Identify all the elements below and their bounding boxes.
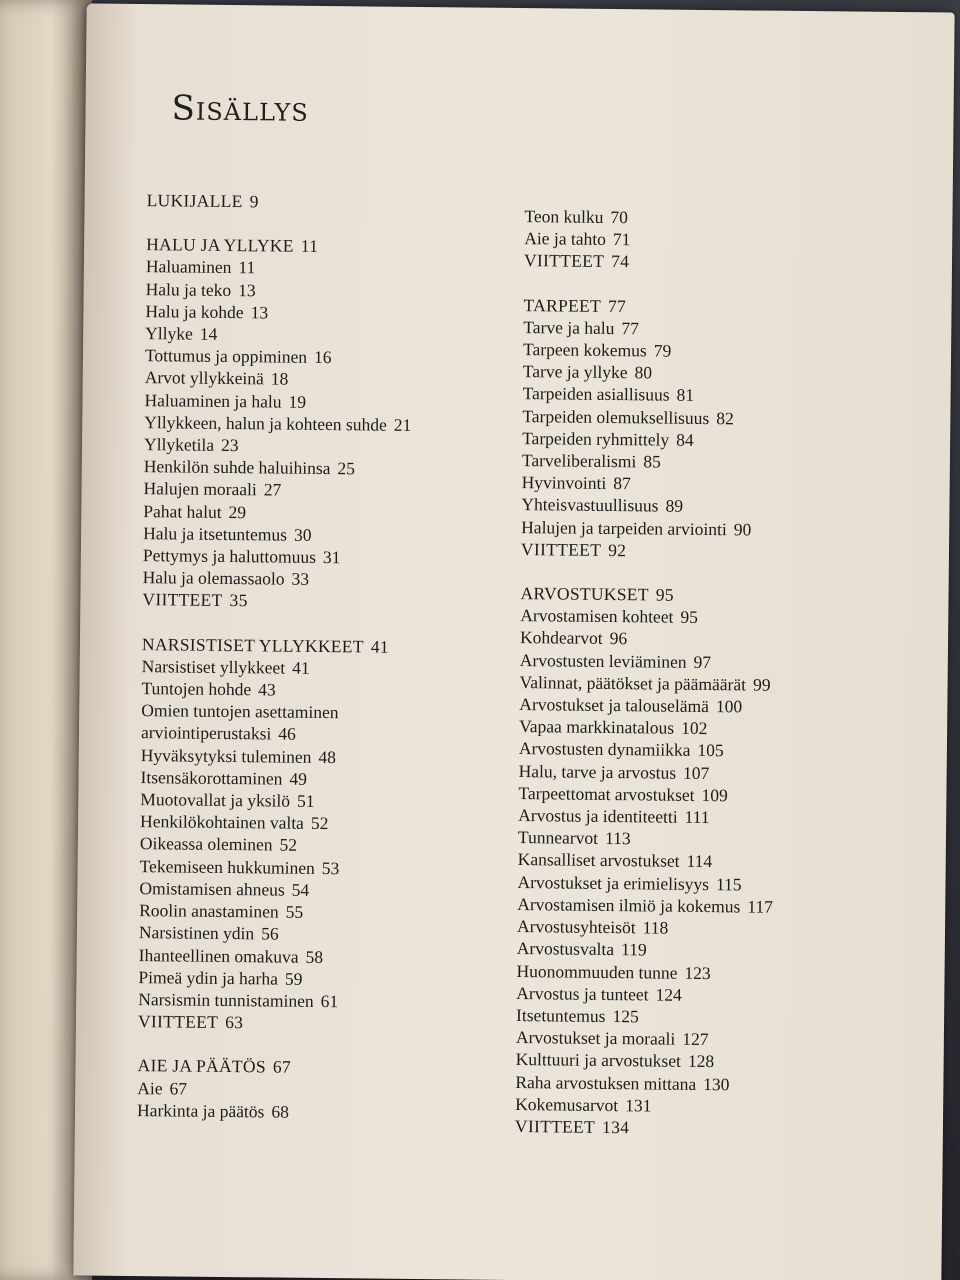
toc-page-number: 11 bbox=[300, 235, 319, 257]
toc-page-number: 107 bbox=[683, 762, 710, 783]
toc-section-heading bbox=[521, 538, 901, 564]
toc-entry-title: Halujen moraali bbox=[143, 478, 257, 500]
toc-entry-title: Itsensäkorottaminen bbox=[140, 766, 283, 789]
toc-entry-title: Kulttuuri ja arvostukset bbox=[515, 1049, 682, 1072]
toc-page-number: 81 bbox=[676, 385, 695, 406]
toc-entry-title: Yllyketila bbox=[143, 434, 215, 455]
toc-entry-title: Tottumus ja oppiminen bbox=[144, 345, 308, 368]
toc-entry-title: Arvostusyhteisöt bbox=[516, 916, 636, 938]
toc-page-number: 117 bbox=[747, 896, 774, 917]
toc-entry-title: Huonommuuden tunne bbox=[516, 960, 678, 983]
toc-entry-title: Harkinta ja päätös bbox=[136, 1099, 265, 1122]
toc-page-number: 51 bbox=[296, 790, 315, 811]
toc-entry-title: arviointiperustaksi bbox=[140, 722, 272, 744]
toc-page-number: 43 bbox=[258, 679, 276, 700]
page-title: Sisällys bbox=[171, 88, 309, 130]
toc-entry-title: Halujen ja tarpeiden arviointi bbox=[521, 516, 727, 539]
toc-entry-title: Tekemiseen hukkuminen bbox=[139, 855, 315, 878]
toc-page-number: 79 bbox=[653, 340, 672, 361]
toc-page-number: 48 bbox=[318, 746, 337, 767]
toc-page-number: 115 bbox=[715, 873, 742, 895]
toc-page-number: 118 bbox=[642, 917, 669, 938]
toc-entry-title: Pimeä ydin ja harha bbox=[138, 966, 279, 989]
toc-entry bbox=[143, 478, 503, 504]
toc-entry-title: Arvostusvalta bbox=[516, 938, 615, 960]
toc-page-number: 29 bbox=[228, 501, 247, 522]
toc-entry-title: Raha arvostuksen mittana bbox=[515, 1071, 697, 1094]
toc-entry-title: Tarpeen kokemus bbox=[522, 339, 647, 361]
toc-page-number: 41 bbox=[370, 636, 390, 657]
toc-page-number: 23 bbox=[220, 434, 239, 456]
toc-entry-title: Arvostusten dynamiikka bbox=[518, 738, 691, 761]
toc-page-number: 100 bbox=[715, 696, 743, 717]
toc-page-number: 67 bbox=[272, 1056, 292, 1078]
toc-section-heading bbox=[142, 589, 502, 615]
toc-entry-title: Yhteisvastuullisuus bbox=[521, 494, 659, 516]
toc-entry-title: Narsistinen ydin bbox=[138, 922, 255, 944]
toc-page-number: 90 bbox=[733, 518, 752, 540]
toc-page-number: 87 bbox=[613, 473, 631, 494]
toc-page-number: 13 bbox=[250, 302, 269, 323]
toc-entry-title: Arvostusten leviäminen bbox=[519, 649, 687, 672]
toc-entry-title: Narsistiset yllykkeet bbox=[141, 655, 286, 678]
toc-entry bbox=[137, 1099, 497, 1125]
toc-entry-title: Halu ja teko bbox=[145, 278, 232, 300]
toc-entry-title: Tarpeiden ryhmittely bbox=[522, 427, 670, 450]
toc-page-number: 96 bbox=[609, 628, 628, 649]
toc-entry-title: Tarpeiden olemuksellisuus bbox=[522, 405, 710, 428]
toc-entry-title: Halu ja itsetuntemus bbox=[143, 522, 288, 545]
toc-page-number: 70 bbox=[610, 206, 629, 228]
toc-entry-title: Narsismin tunnistaminen bbox=[138, 988, 314, 1011]
toc-page-number: 61 bbox=[320, 990, 339, 1012]
toc-section-heading bbox=[137, 1054, 497, 1080]
toc-page-number: 114 bbox=[686, 851, 713, 872]
toc-page-number: 56 bbox=[261, 923, 279, 944]
toc-page-number: 30 bbox=[293, 524, 312, 545]
toc-entry-title: Yllykkeen, halun ja kohteen suhde bbox=[144, 411, 387, 435]
toc-entry-title: Pettymys ja haluttomuus bbox=[142, 545, 317, 567]
toc-entry-title: VIITTEET bbox=[142, 589, 223, 611]
toc-page-number: 119 bbox=[620, 939, 647, 960]
toc-entry-title: Yllyke bbox=[145, 323, 193, 344]
toc-page-number: 95 bbox=[680, 606, 698, 628]
toc-entry-title: Tarpeiden asiallisuus bbox=[522, 383, 670, 406]
toc-page-number: 95 bbox=[655, 584, 675, 605]
toc-entry-title: Arvostamisen ilmiö ja kokemus bbox=[517, 893, 741, 917]
toc-page-number: 19 bbox=[288, 391, 307, 412]
toc-page-number: 18 bbox=[270, 368, 289, 390]
toc-page-number: 68 bbox=[271, 1101, 290, 1122]
toc-entry-title: Omistamisen ahneus bbox=[139, 877, 285, 900]
toc-entry-title: VIITTEET bbox=[137, 1011, 219, 1033]
toc-page-number: 77 bbox=[607, 295, 627, 316]
toc-page-number: 52 bbox=[279, 835, 298, 856]
toc-page-number: 127 bbox=[682, 1028, 709, 1050]
toc-entry-title: AIE JA PÄÄTÖS bbox=[137, 1055, 267, 1077]
toc-page-number: 52 bbox=[310, 813, 329, 834]
toc-page-number: 16 bbox=[313, 347, 332, 368]
toc-page-number: 49 bbox=[289, 768, 308, 789]
toc-page-number: 92 bbox=[608, 539, 627, 561]
toc-entry-title: Tunnearvot bbox=[517, 827, 599, 849]
toc-page-number: 124 bbox=[655, 984, 682, 1005]
toc-entry-title: Henkilön suhde haluihinsa bbox=[143, 456, 331, 479]
toc-entry-title: Tarve ja halu bbox=[523, 316, 615, 338]
toc-page-number: 21 bbox=[393, 414, 412, 435]
toc-entry-title: Aie bbox=[137, 1077, 163, 1098]
toc-entry-title: Henkilökohtainen valta bbox=[140, 811, 304, 834]
toc-section-heading bbox=[515, 1115, 895, 1141]
toc-page-number: 85 bbox=[643, 451, 661, 472]
toc-entry-title: Halu ja kohde bbox=[145, 300, 244, 322]
toc-entry-title: Arvostamisen kohteet bbox=[520, 605, 674, 627]
toc-page-number: 46 bbox=[278, 724, 296, 745]
toc-entry-title: Kokemusarvot bbox=[515, 1093, 619, 1115]
toc-entry-title: Omien tuntojen asettaminen bbox=[141, 700, 339, 723]
toc-entry-title: Hyväksytyksi tuleminen bbox=[140, 744, 312, 767]
toc-page-number: 9 bbox=[249, 191, 259, 212]
toc-entry-title: Aie ja tahto bbox=[524, 228, 606, 250]
toc-entry bbox=[517, 937, 897, 963]
toc-page-number: 89 bbox=[665, 496, 684, 517]
toc-entry-title: Tarve ja yllyke bbox=[522, 361, 628, 383]
toc-entry-title: Tarpeettomat arvostukset bbox=[518, 782, 695, 805]
toc-entry-title: Halu, tarve ja arvostus bbox=[518, 760, 677, 783]
toc-entry-title: Kohdearvot bbox=[519, 627, 603, 649]
toc-page-number: 111 bbox=[684, 806, 710, 828]
toc-column-left bbox=[137, 189, 507, 1125]
toc-page-number: 113 bbox=[604, 828, 631, 849]
toc-entry-title: Ihanteellinen omakuva bbox=[138, 944, 299, 967]
toc-page-number: 128 bbox=[687, 1051, 715, 1072]
toc-entry-title: Haluaminen ja halu bbox=[144, 389, 282, 412]
toc-section-heading bbox=[138, 1010, 498, 1036]
toc-entry-title: VIITTEET bbox=[523, 250, 605, 272]
toc-entry-title: Hyvinvointi bbox=[521, 472, 607, 494]
toc-page-number: 27 bbox=[263, 479, 282, 500]
toc-entry-title: Vapaa markkinatalous bbox=[519, 716, 675, 738]
toc-page-number: 130 bbox=[703, 1073, 730, 1094]
toc-page-number: 67 bbox=[169, 1077, 188, 1099]
toc-entry bbox=[141, 722, 501, 748]
toc-entry-title: Halu ja olemassaolo bbox=[142, 567, 285, 589]
toc-page-number: 53 bbox=[321, 857, 340, 878]
toc-entry-title: Arvostukset ja moraali bbox=[515, 1027, 676, 1049]
toc-entry-title: Oikeassa oleminen bbox=[139, 833, 273, 855]
toc-entry-title: Arvostukset ja talouselämä bbox=[519, 694, 710, 717]
toc-column-right bbox=[515, 205, 905, 1141]
toc-page-number: 82 bbox=[716, 407, 734, 428]
toc-entry bbox=[516, 1048, 896, 1074]
toc-entry-title: VIITTEET bbox=[514, 1115, 596, 1137]
toc-entry-title: Arvot yllykkeinä bbox=[144, 367, 264, 389]
toc-page-number: 63 bbox=[225, 1012, 244, 1033]
toc-entry-title: Kansalliset arvostukset bbox=[517, 849, 680, 872]
toc-section-heading bbox=[147, 189, 507, 215]
toc-entry-title: Valinnat, päätökset ja päämäärät bbox=[519, 671, 747, 695]
toc-entry-title: Haluaminen bbox=[145, 256, 232, 278]
toc-entry-title: Roolin anastaminen bbox=[139, 900, 279, 922]
toc-page-number: 25 bbox=[337, 458, 356, 479]
toc-page-number: 131 bbox=[625, 1094, 652, 1116]
toc-entry-title: Arvostus ja tunteet bbox=[516, 982, 649, 1005]
toc-page-number: 14 bbox=[199, 323, 218, 344]
toc-page-number: 41 bbox=[292, 657, 310, 678]
toc-entry bbox=[139, 921, 499, 947]
toc-entry-title: ARVOSTUKSET bbox=[520, 583, 649, 605]
toc-entry-title: Arvostukset ja erimielisyys bbox=[517, 871, 710, 894]
toc-page-number: 11 bbox=[238, 257, 256, 278]
toc-entry-title: LUKIJALLE bbox=[146, 190, 243, 212]
toc-entry-title: Tarveliberalismi bbox=[521, 450, 637, 472]
toc-page-number: 80 bbox=[634, 362, 653, 383]
toc-page-number: 31 bbox=[322, 547, 341, 568]
toc-page-number: 33 bbox=[291, 568, 310, 590]
toc-entry-title: NARSISTISET YLLYKKEET bbox=[141, 633, 364, 657]
toc-page-number: 102 bbox=[681, 718, 708, 739]
toc-entry bbox=[146, 256, 506, 282]
toc-page-number: 54 bbox=[291, 879, 310, 900]
toc-page-number: 123 bbox=[684, 962, 711, 983]
toc-entry-title: Itsetuntemus bbox=[516, 1004, 606, 1026]
toc-page-number: 77 bbox=[621, 317, 640, 339]
book-page bbox=[73, 3, 954, 1280]
toc-page-number: 109 bbox=[701, 784, 728, 806]
toc-entry-title: Tuntojen hohde bbox=[141, 678, 252, 700]
toc-entry-title: Muotovallat ja yksilö bbox=[140, 789, 291, 811]
toc-entry bbox=[140, 833, 500, 859]
toc-page-number: 58 bbox=[305, 946, 324, 967]
toc-page-number: 97 bbox=[693, 651, 712, 672]
toc-entry-title: VIITTEET bbox=[520, 538, 602, 560]
toc-page-number: 74 bbox=[611, 251, 630, 272]
toc-page-number: 125 bbox=[612, 1005, 639, 1027]
toc-page-number: 55 bbox=[285, 901, 304, 922]
toc-page-number: 71 bbox=[612, 229, 631, 250]
toc-page-number: 59 bbox=[284, 968, 303, 989]
toc-entry-title: TARPEET bbox=[523, 294, 602, 316]
toc-page-number: 134 bbox=[601, 1116, 630, 1138]
toc-page-number: 35 bbox=[229, 590, 248, 611]
toc-page-number: 105 bbox=[697, 740, 724, 761]
toc-section-heading bbox=[524, 249, 904, 275]
toc-entry-title: Teon kulku bbox=[524, 206, 604, 227]
toc-entry-title: HALU JA YLLYKE bbox=[146, 234, 294, 256]
toc-page-number: 99 bbox=[752, 674, 771, 695]
toc-entry bbox=[145, 367, 505, 393]
toc-entry-title: Pahat halut bbox=[143, 500, 222, 522]
toc-page-number: 13 bbox=[238, 279, 256, 300]
toc-entry-title: Arvostus ja identiteetti bbox=[518, 805, 678, 827]
toc-page-number: 84 bbox=[676, 429, 694, 450]
